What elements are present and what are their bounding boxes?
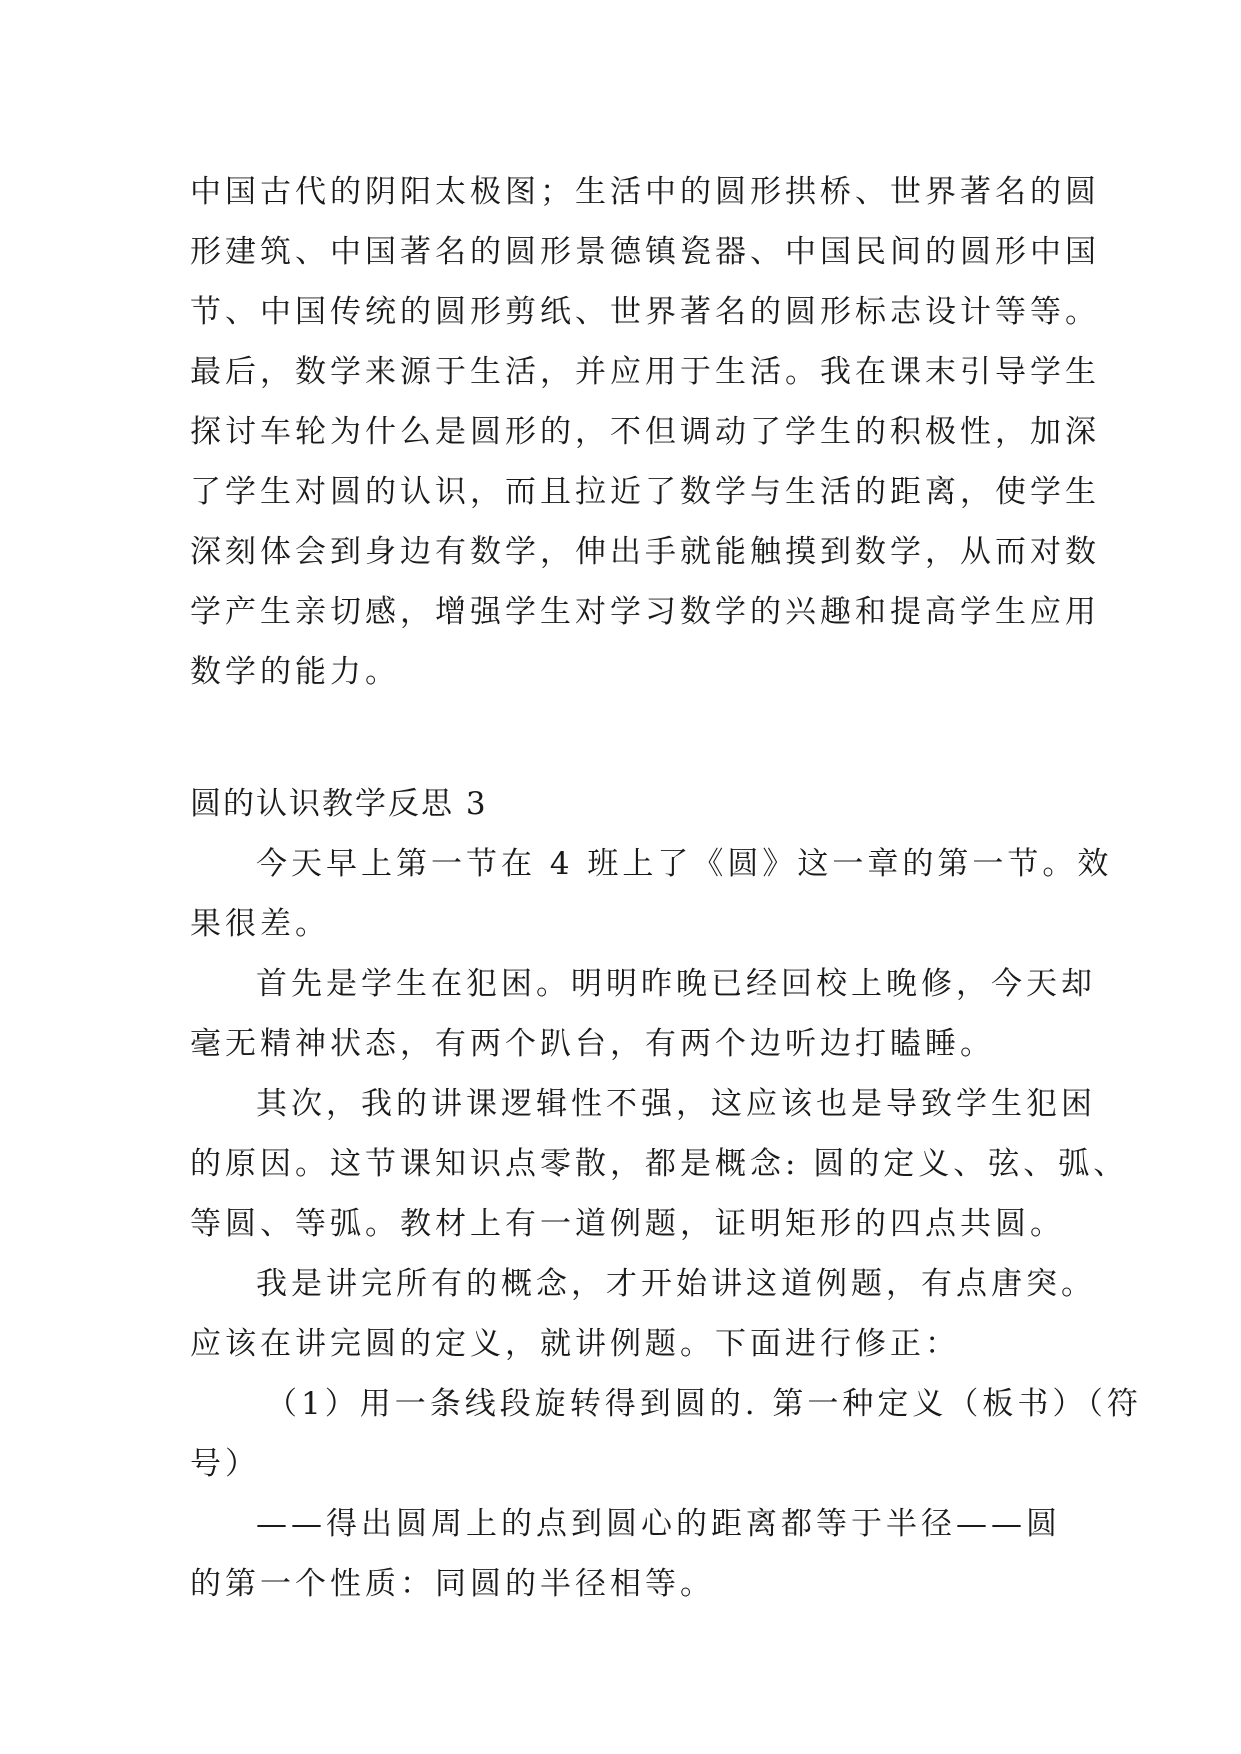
text-line: 等圆、等弧。教材上有一道例题，证明矩形的四点共圆。	[190, 1206, 1065, 1242]
text-line: 学产生亲切感，增强学生对学习数学的兴趣和提高学生应用	[190, 594, 1100, 630]
text-line: 号）	[190, 1446, 260, 1482]
text-line: 果很差。	[190, 906, 330, 942]
text-line: 今天早上第一节在 4 班上了《圆》这一章的第一节。效	[256, 846, 1113, 882]
text-line: 节、中国传统的圆形剪纸、世界著名的圆形标志设计等等。	[190, 294, 1100, 330]
section-spacer	[190, 702, 1070, 774]
paragraph-6	[190, 1494, 1070, 1614]
text-line: 的第一个性质：同圆的半径相等。	[190, 1566, 715, 1602]
paragraph-3	[190, 1074, 1129, 1254]
text-line: 中国古代的阴阳太极图；生活中的圆形拱桥、世界著名的圆	[190, 174, 1100, 210]
text-line: 形建筑、中国著名的圆形景德镇瓷器、中国民间的圆形中国	[190, 234, 1100, 270]
text-line: 最后，数学来源于生活，并应用于生活。我在课末引导学生	[190, 354, 1100, 390]
text-line: 的原因。这节课知识点零散，都是概念: 圆的定义、弦、弧、	[190, 1146, 1129, 1182]
paragraph-4	[190, 1254, 1096, 1374]
text-line: 我是讲完所有的概念，才开始讲这道例题，有点唐突。	[256, 1266, 1096, 1302]
text-line: ——得出圆周上的点到圆心的距离都等于半径——圆	[256, 1506, 1061, 1542]
section-title: 圆的认识教学反思 3	[190, 786, 488, 822]
paragraph-5	[190, 1374, 1142, 1494]
paragraph-2	[190, 954, 1096, 1074]
text-line: 了学生对圆的认识，而且拉近了数学与生活的距离，使学生	[190, 474, 1100, 510]
text-line: 首先是学生在犯困。明明昨晚已经回校上晚修，今天却	[256, 966, 1096, 1002]
text-line: （1）用一条线段旋转得到圆的. 第一种定义（板书）（符	[266, 1386, 1142, 1422]
text-line: 毫无精神状态，有两个趴台，有两个边听边打瞌睡。	[190, 1026, 995, 1062]
paragraph-intro	[190, 162, 1100, 702]
document-body	[190, 162, 1142, 1614]
text-line: 探讨车轮为什么是圆形的，不但调动了学生的积极性，加深	[190, 414, 1100, 450]
text-line: 深刻体会到身边有数学，伸出手就能触摸到数学，从而对数	[190, 534, 1100, 570]
text-line: 数学的能力。	[190, 654, 400, 690]
paragraph-1	[190, 834, 1113, 954]
text-line: 其次，我的讲课逻辑性不强，这应该也是导致学生犯困	[256, 1086, 1096, 1122]
text-line: 应该在讲完圆的定义，就讲例题。下面进行修正：	[190, 1326, 960, 1362]
